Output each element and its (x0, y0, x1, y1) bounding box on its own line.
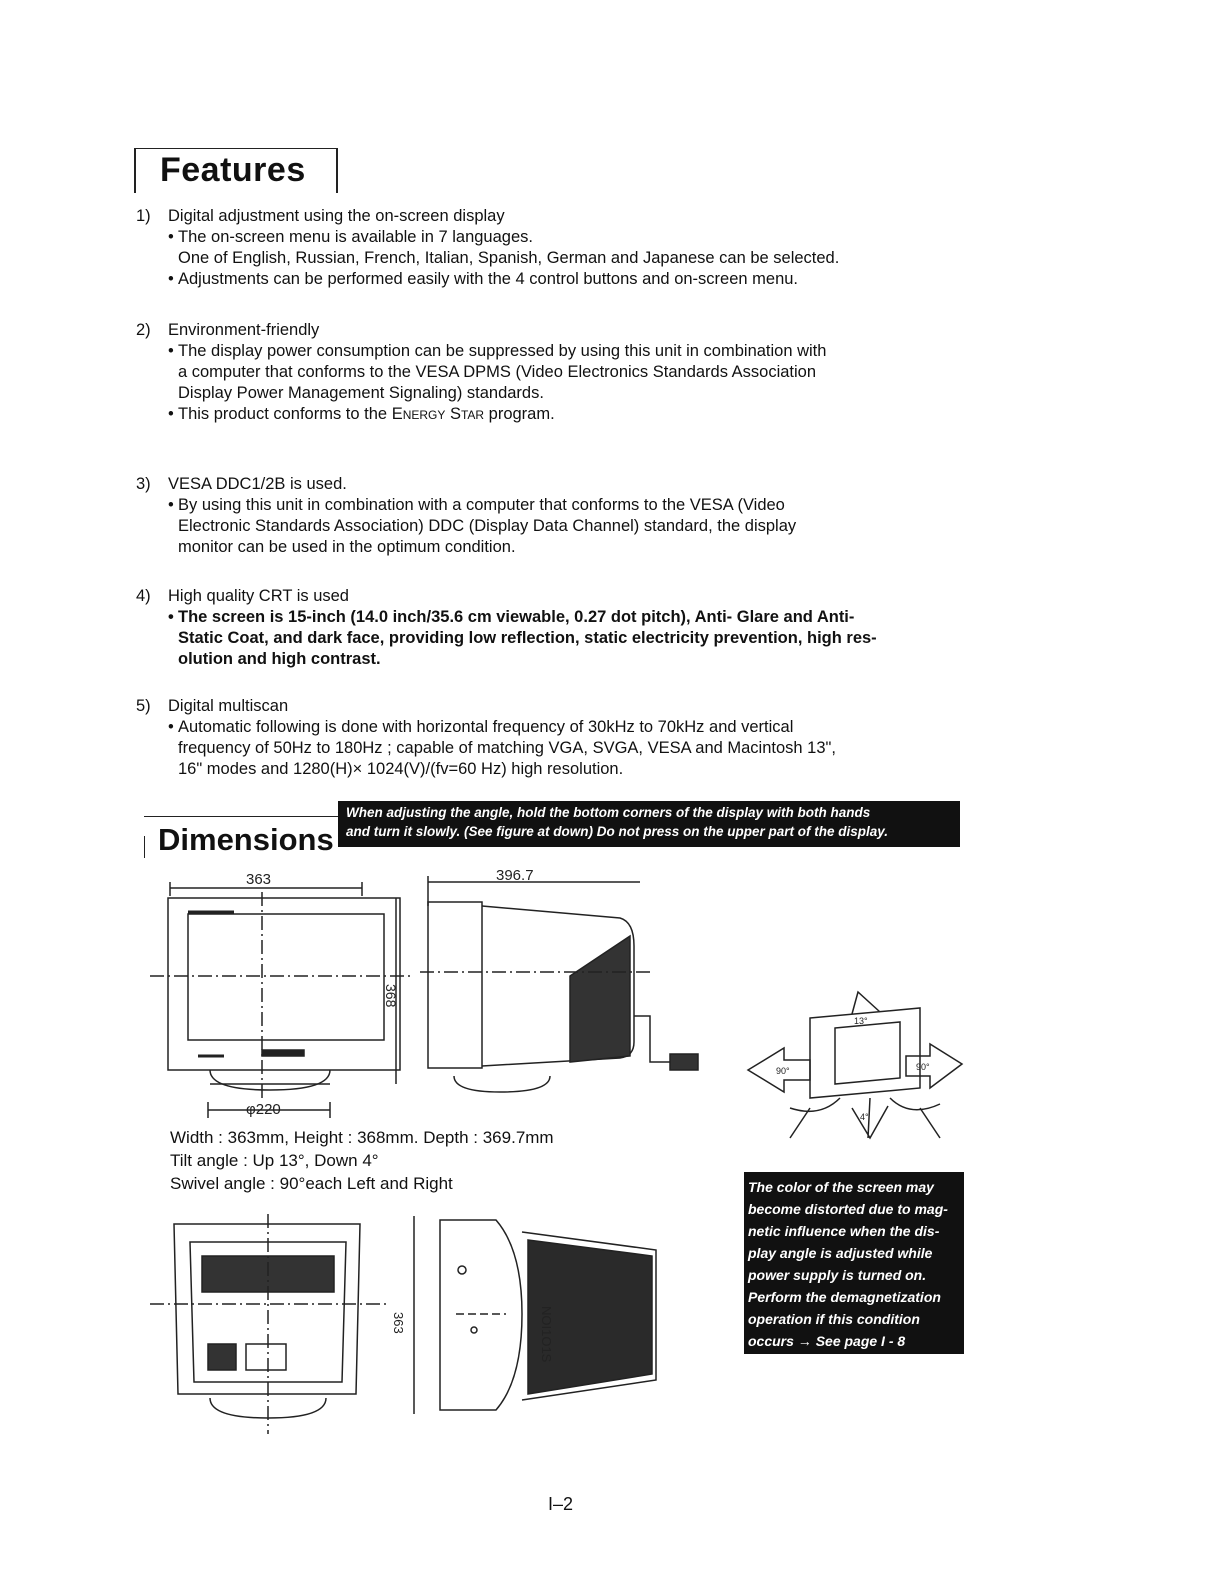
spec-swivel: Swivel angle : 90°each Left and Right (170, 1174, 453, 1193)
side-profile-drawing (391, 1210, 672, 1420)
feature-line: One of English, Russian, French, Italian, Spanish, German and Japanese can be selected. (178, 249, 840, 267)
features-heading-box (134, 148, 338, 193)
swivel-right-arrow (906, 1044, 962, 1088)
feature-heading: Digital multiscan (168, 697, 289, 715)
feature-line: • By using this unit in combination with a computer that conforms to the VESA (Video (136, 495, 956, 516)
page-number: I–2 (548, 1494, 574, 1514)
feature-item-4 (136, 586, 956, 670)
feature-line: Static Coat, and dark face, providing low reflection, static electricity prevention, high res- (178, 629, 877, 647)
angle-adjust-note: When adjusting the angle, hold the bottom corners of the display with both hands and turn it slowly. (See figure at down) Do not press on the upper part of the display. (338, 801, 960, 847)
feature-line: Display Power Management Signaling) standards. (178, 384, 544, 402)
feature-line: Electronic Standards Association) DDC (Display Data Channel) standard, the display (178, 517, 797, 535)
rear-height-label: 363 (391, 1312, 406, 1334)
angle-adjustment-drawing (740, 988, 970, 1168)
side-vertical-text: NOI1O1S (539, 1306, 554, 1363)
swivel-left-label: 90° (776, 1066, 790, 1076)
feature-heading: Environment-friendly (168, 321, 320, 339)
tilt-up-label: 13° (854, 1016, 868, 1026)
bezel-profile (440, 1220, 522, 1410)
swivel-right-label: 90° (916, 1062, 930, 1072)
left-hand (790, 1098, 840, 1138)
side-depth-label: 396.7 (496, 867, 534, 884)
feature-item-1 (136, 206, 956, 290)
monitor-bezel-side (428, 902, 482, 1068)
dimensions-heading (144, 805, 962, 858)
front-height-label: 368 (383, 984, 399, 1008)
feature-line: • The on-screen menu is available in 7 languages. (136, 227, 956, 248)
energy-star-brand: Energy Star (391, 405, 485, 423)
feature-item-5 (136, 696, 956, 780)
feature-item-3 (136, 474, 956, 558)
feature-line: • Automatic following is done with horizontal frequency of 30kHz to 70kHz and vertical (136, 717, 956, 738)
feature-heading: Digital adjustment using the on-screen display (168, 207, 505, 225)
spec-tilt: Tilt angle : Up 13°, Down 4° (170, 1151, 379, 1170)
feature-line: monitor can be used in the optimum condition. (178, 538, 516, 556)
feature-number: 4) (136, 587, 151, 605)
feature-number: 5) (136, 697, 151, 715)
feature-item-2 (136, 320, 956, 425)
dimensions-title: Dimensions (158, 822, 334, 857)
heading-tick (144, 836, 145, 858)
energy-star-line: • This product conforms to the Energy Star program. (136, 404, 956, 425)
tilt-up-arrow (852, 992, 880, 1014)
feature-line: frequency of 50Hz to 180Hz ; capable of matching VGA, SVGA, VESA and Macintosh 13", (178, 739, 836, 757)
front-width-label: 363 (246, 871, 272, 888)
features-title: Features (160, 151, 306, 189)
base-diameter-label: φ220 (246, 1101, 281, 1118)
power-inlet (208, 1344, 236, 1370)
monitor-outer-frame (168, 898, 400, 1070)
feature-number: 1) (136, 207, 151, 225)
feature-line: olution and high contrast. (178, 650, 381, 668)
side-view-drawing (420, 866, 710, 1096)
heading-rule (144, 816, 339, 817)
right-hand (890, 1098, 940, 1138)
feature-heading: VESA DDC1/2B is used. (168, 475, 347, 493)
feature-line: • The screen is 15-inch (14.0 inch/35.6 cm viewable, 0.27 dot pitch), Anti- Glare and Anti- (136, 607, 956, 628)
feature-line: a computer that conforms to the VESA DPMS (Video Electronics Standards Association (178, 363, 817, 381)
tilt-down-label: 4° (860, 1112, 869, 1122)
monitor-screen (188, 914, 384, 1040)
rear-housing (174, 1224, 360, 1394)
rear-view-drawing (150, 1214, 390, 1434)
feature-number: 3) (136, 475, 151, 493)
dimension-specs (170, 1126, 554, 1195)
tilt-down-arrow (852, 1098, 888, 1138)
spec-size: Width : 363mm, Height : 368mm. Depth : 369.7mm (170, 1128, 554, 1147)
feature-line: • Adjustments can be performed easily with the 4 control buttons and on-screen menu. (136, 269, 956, 290)
front-view-drawing (150, 862, 412, 1124)
feature-line: 16" modes and 1280(H)× 1024(V)/(fv=60 Hz) high resolution. (178, 760, 624, 778)
feature-heading: High quality CRT is used (168, 587, 349, 605)
demagnetization-warning: The color of the screen may become distorted due to mag- netic influence when the dis- play angle is adjusted while power supply is turned on. Perform the demagnetization operation if this condition occurs → See page I - 8 (744, 1172, 964, 1354)
feature-number: 2) (136, 321, 151, 339)
feature-line: • The display power consumption can be suppressed by using this unit in combination with (136, 341, 956, 362)
